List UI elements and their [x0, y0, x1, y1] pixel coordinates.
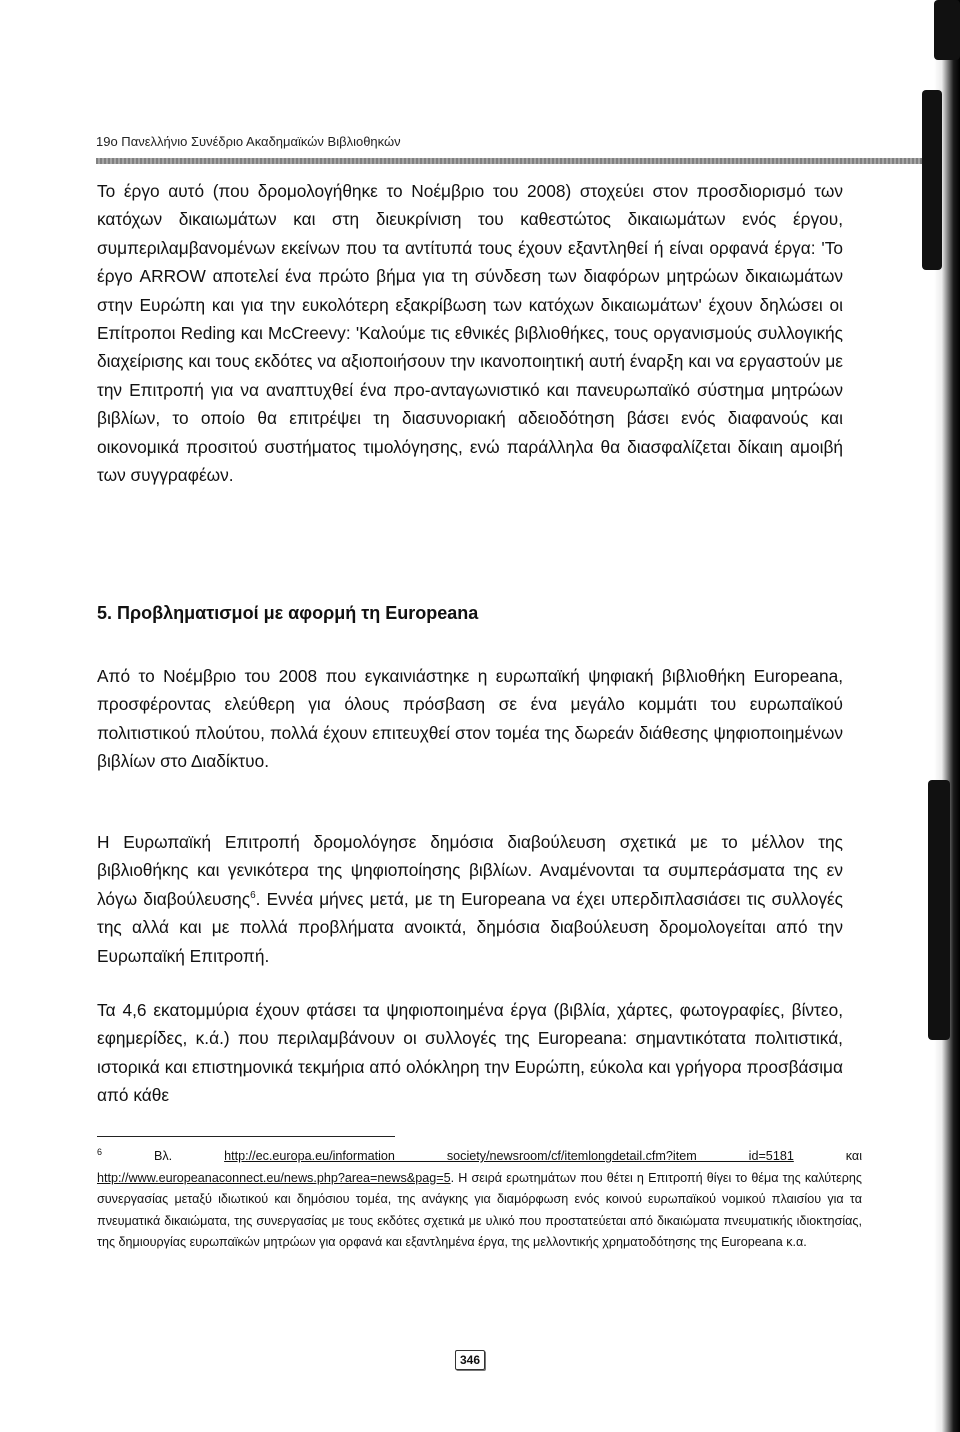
paragraph	[97, 828, 843, 970]
footnote-text: . Η σειρά ερωτημάτων που θέτει η Επιτροπή θίγει το θέμα της καλύτερης συνεργασίας μεταξύ ιδιωτικού και δημόσιου τομέα, της ανάγκης για διαμόρφωση ενός κοινού ευρωπαϊκού νομικού πλαισίου για τα πνευματικά δικαιώματα, της συνεργασίας με τους εκδότες σχετικά με υλικό που προστατεύεται από δικαιώματα πνευματικής ιδιοκτησίας, της δημιουργίας ευρωπαϊκών μητρώων για ορφανά και εξαντλημένα έργα, της μελλοντικής χρηματοδότησης της Europeana κ.α.	[97, 1170, 862, 1250]
paragraph-text	[97, 828, 843, 970]
paragraph	[97, 996, 843, 1110]
paragraph	[97, 662, 843, 776]
running-header: 19ο Πανελλήνιο Συνέδριο Ακαδημαϊκών Βιβλιοθηκών	[96, 134, 401, 149]
paragraph-text: Από το Νοέμβριο του 2008 που εγκαινιάστηκε η ευρωπαϊκή ψηφιακή βιβλιοθήκη Europeana, προσφέροντας ελεύθερη για όλους πρόσβαση σε ένα μεγάλο κομμάτι του ευρωπαϊκού πολιτιστικού πλούτου, πολλά έχουν επιτευχθεί στον τομέα της δωρεάν διάθεσης ψηφιοποιημένων βιβλίων στο Διαδίκτυο.	[97, 666, 843, 772]
footnote-link[interactable]: http://www.europeanaconnect.eu/news.php?area=news&pag=5	[97, 1170, 451, 1185]
paragraph-text: Το έργο αυτό (που δρομολογήθηκε το Νοέμβριο του 2008) στοχεύει στον προσδιορισμό των κατόχων δικαιωμάτων και στη διευκρίνιση του καθεστώτος δικαιωμάτων ενός έργου, συμπεριλαμβανομένων εκείνων που τα αντίτυπά τους έχουν εξαντληθεί ή είναι ορφανά έργα: 'Το έργο ARROW αποτελεί ένα πρώτο βήμα για τη σύνδεση των διαφόρων μητρώων δικαιωμάτων στην Ευρώπη και για την ευκολότερη εξακρίβωση των κατόχων δικαιωμάτων' έχουν δηλώσει οι Επίτροποι Reding και McCreevy: 'Καλούμε τις εθνικές βιβλιοθήκες, τους οργανισμούς συλλογικής διαχείρισης και τους εκδότες να αξιοποιήσουν την ικανοποιητική αυτή έναρξη και να εργαστούν με την Επιτροπή για να αναπτυχθεί ένα προ-ανταγωνιστικό και πανευρωπαϊκό σύστημα μητρώων βιβλίων, το οποίο θα επιτρέψει τη διασυνοριακή αδειοδότηση βάσει ενός διαφανούς και οικονομικά προσιτού συστήματος τιμολόγησης, ενώ παράλληλα θα διασφαλίζεται δίκαιη αμοιβή των συγγραφέων.	[97, 181, 843, 486]
footnote-number: 6	[97, 1147, 103, 1157]
scan-edge-mark	[934, 0, 960, 60]
footnote-prefix: Βλ.	[153, 1149, 173, 1164]
paragraph-text-part: Η Ευρωπαϊκή Επιτροπή δρομολόγησε δημόσια διαβούλευση σχετικά με το μέλλον της βιβλιοθήκης και γενικότερα της ψηφιοποίησης βιβλίων. Αναμένονται τα συμπεράσματα της εν λόγω διαβούλευσης	[97, 832, 843, 909]
footnote	[97, 1142, 862, 1254]
footnote-reference[interactable]: 6	[250, 890, 256, 902]
paragraph-text-part: . Εννέα μήνες μετά, με τη Europeana να έχει υπερδιπλασιάσει τις συλλογές της αλλά και με πολλά προβλήματα ανοικτά, δημόσια διαβούλευση δρομολογείται από την Ευρωπαϊκή Επιτροπή.	[97, 888, 844, 966]
scan-edge-mark	[928, 780, 950, 1040]
paragraph-text: Τα 4,6 εκατομμύρια έχουν φτάσει τα ψηφιοποιημένα έργα (βιβλία, χάρτες, φωτογραφίες, βίντεο, εφημερίδες, κ.ά.) που περιλαμβάνουν οι συλλογές της Europeana: σημαντικότατα πολιτιστικά, ιστορικά και επιστημονικά τεκμήρια από ολόκληρη την Ευρώπη, εύκολα και γρήγορα προσβάσιμα από κάθε	[97, 1000, 843, 1106]
footnote-link[interactable]: http://ec.europa.eu/information society/newsroom/cf/itemlongdetail.cfm?item id=5181	[224, 1149, 794, 1164]
page-number: 346	[455, 1350, 485, 1370]
paragraph	[97, 177, 843, 489]
header-rule	[96, 158, 922, 164]
scan-edge-mark	[922, 90, 942, 270]
footnote-conjunction: και	[845, 1149, 862, 1164]
section-heading: 5. Προβληματισμοί με αφορμή τη Europeana	[97, 603, 479, 623]
footnote-separator	[97, 1136, 395, 1137]
